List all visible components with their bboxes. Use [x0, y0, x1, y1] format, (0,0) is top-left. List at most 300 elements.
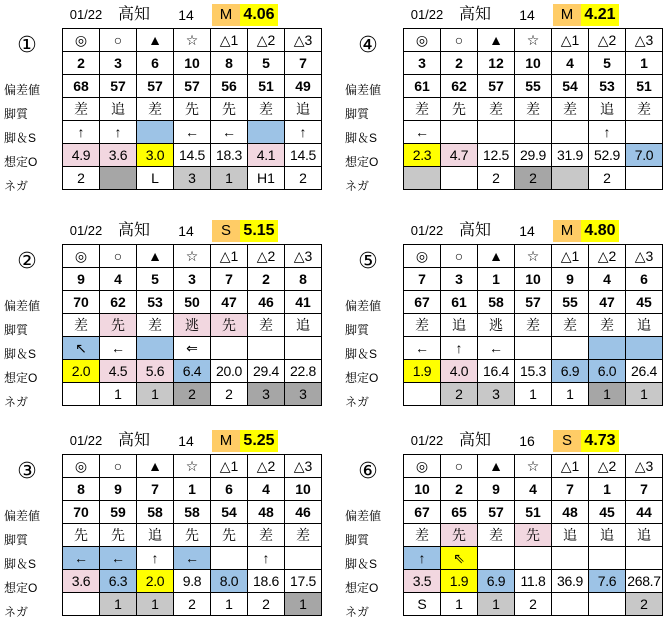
- mark-cell: △2: [248, 29, 285, 52]
- running-style-cell: 追: [626, 524, 663, 547]
- table-row: [63, 314, 322, 337]
- grade-badge: M: [553, 4, 581, 26]
- table-row: [404, 478, 663, 501]
- expected-odds-cell: 268.7: [626, 570, 663, 593]
- race-number: 14: [178, 7, 194, 23]
- deviation-cell: 57: [137, 75, 174, 98]
- negative-cell: 1: [137, 383, 174, 406]
- leg-speed-cell: ↑: [441, 337, 478, 360]
- mark-cell: ○: [441, 245, 478, 268]
- mark-cell: ▲: [478, 455, 515, 478]
- running-style-cell: 差: [63, 314, 100, 337]
- grade-badge: M: [212, 430, 240, 452]
- expected-odds-cell: 20.0: [211, 360, 248, 383]
- leg-speed-cell: [248, 337, 285, 360]
- prediction-grid: [403, 244, 663, 406]
- expected-odds-cell: 7.6: [589, 570, 626, 593]
- negative-cell: 2: [515, 167, 552, 190]
- panel-header: [62, 220, 322, 242]
- running-style-cell: 追: [589, 524, 626, 547]
- horse-number-cell: 10: [515, 52, 552, 75]
- deviation-cell: 47: [589, 291, 626, 314]
- running-style-cell: 追: [285, 98, 322, 121]
- deviation-cell: 55: [552, 291, 589, 314]
- negative-cell: 2: [174, 593, 211, 616]
- horse-number-cell: 4: [552, 52, 589, 75]
- horse-number-cell: 2: [248, 268, 285, 291]
- expected-odds-cell: 26.4: [626, 360, 663, 383]
- negative-cell: [552, 593, 589, 616]
- mark-cell: ☆: [515, 29, 552, 52]
- horse-number-cell: 8: [63, 478, 100, 501]
- expected-odds-cell: 8.0: [211, 570, 248, 593]
- running-style-cell: 先: [441, 524, 478, 547]
- horse-number-cell: 10: [404, 478, 441, 501]
- race-date: 01/22: [69, 7, 103, 22]
- table-row: [63, 268, 322, 291]
- table-row: [63, 121, 322, 144]
- row-label: ネガ: [345, 179, 370, 193]
- running-style-cell: 追: [137, 524, 174, 547]
- running-style-cell: 逃: [174, 314, 211, 337]
- race-panel: [345, 4, 669, 204]
- row-label: 偏差値: [345, 83, 382, 97]
- expected-odds-cell: 31.9: [552, 144, 589, 167]
- table-row: [404, 547, 663, 570]
- mark-cell: ◎: [63, 29, 100, 52]
- expected-odds-cell: 6.4: [174, 360, 211, 383]
- row-label: 脚＆S: [4, 347, 37, 361]
- grade-badge: S: [212, 220, 240, 242]
- panel-number: ④: [358, 32, 378, 57]
- mark-cell: △3: [285, 245, 322, 268]
- horse-number-cell: 3: [100, 52, 137, 75]
- deviation-cell: 62: [100, 291, 137, 314]
- running-style-cell: 差: [63, 98, 100, 121]
- row-label: 脚質: [4, 107, 29, 121]
- deviation-cell: 57: [174, 75, 211, 98]
- table-row: [63, 52, 322, 75]
- venue-name: 高知: [117, 222, 150, 239]
- deviation-cell: 54: [211, 501, 248, 524]
- expected-odds-cell: 6.9: [478, 570, 515, 593]
- table-row: [63, 501, 322, 524]
- horse-number-cell: 5: [137, 268, 174, 291]
- expected-odds-cell: 12.5: [478, 144, 515, 167]
- deviation-cell: 51: [515, 501, 552, 524]
- mark-cell: ▲: [137, 29, 174, 52]
- negative-cell: 1: [478, 593, 515, 616]
- race-date: 01/22: [69, 223, 103, 238]
- deviation-cell: 62: [441, 75, 478, 98]
- negative-cell: 2: [478, 167, 515, 190]
- negative-cell: [404, 383, 441, 406]
- leg-speed-cell: ←: [404, 121, 441, 144]
- horse-number-cell: 9: [478, 478, 515, 501]
- venue-name: 高知: [117, 432, 150, 449]
- expected-odds-cell: 2.0: [137, 570, 174, 593]
- horse-number-cell: 4: [248, 478, 285, 501]
- negative-cell: H1: [248, 167, 285, 190]
- negative-cell: 3: [174, 167, 211, 190]
- mark-cell: ▲: [478, 245, 515, 268]
- table-row: [404, 455, 663, 478]
- leg-speed-cell: [478, 121, 515, 144]
- expected-odds-cell: 3.6: [100, 144, 137, 167]
- row-label: ネガ: [345, 605, 370, 619]
- table-row: [63, 383, 322, 406]
- panel-number: ⑥: [358, 458, 378, 483]
- table-row: [404, 167, 663, 190]
- leg-speed-cell: ↖: [63, 337, 100, 360]
- row-label: 脚質: [4, 533, 29, 547]
- deviation-cell: 68: [63, 75, 100, 98]
- mark-cell: ○: [100, 29, 137, 52]
- negative-cell: [100, 167, 137, 190]
- mark-cell: △3: [626, 455, 663, 478]
- table-row: [63, 337, 322, 360]
- race-number: 14: [519, 7, 535, 23]
- row-label: 脚＆S: [4, 557, 37, 571]
- running-style-cell: 先: [100, 524, 137, 547]
- table-row: [404, 268, 663, 291]
- prediction-grid: [62, 28, 322, 190]
- running-style-cell: 追: [589, 98, 626, 121]
- table-row: [63, 455, 322, 478]
- horse-number-cell: 4: [589, 268, 626, 291]
- horse-number-cell: 2: [63, 52, 100, 75]
- row-label: ネガ: [4, 179, 29, 193]
- mark-cell: △1: [552, 29, 589, 52]
- row-label: ネガ: [4, 395, 29, 409]
- table-row: [63, 98, 322, 121]
- race-date: 01/22: [410, 223, 444, 238]
- panel-header: [403, 4, 663, 26]
- row-label: ネガ: [4, 605, 29, 619]
- mark-cell: ◎: [404, 455, 441, 478]
- leg-speed-cell: ⇖: [441, 547, 478, 570]
- horse-number-cell: 8: [211, 52, 248, 75]
- prediction-grid: [403, 28, 663, 190]
- deviation-cell: 51: [626, 75, 663, 98]
- running-style-cell: 先: [441, 98, 478, 121]
- deviation-cell: 57: [515, 291, 552, 314]
- grade-badge: M: [553, 220, 581, 242]
- negative-cell: 2: [211, 383, 248, 406]
- deviation-cell: 58: [478, 291, 515, 314]
- mark-cell: △3: [285, 29, 322, 52]
- negative-cell: 3: [248, 383, 285, 406]
- negative-cell: 1: [552, 383, 589, 406]
- row-label: 想定O: [345, 581, 379, 595]
- leg-speed-cell: [211, 547, 248, 570]
- mark-cell: ☆: [174, 29, 211, 52]
- leg-speed-cell: ←: [211, 121, 248, 144]
- mark-cell: ○: [441, 29, 478, 52]
- expected-odds-cell: 6.3: [100, 570, 137, 593]
- table-row: [404, 501, 663, 524]
- deviation-cell: 58: [137, 501, 174, 524]
- mark-cell: △2: [589, 29, 626, 52]
- expected-odds-cell: 3.0: [137, 144, 174, 167]
- row-label: 脚質: [345, 323, 370, 337]
- horse-number-cell: 8: [285, 268, 322, 291]
- expected-odds-cell: 9.8: [174, 570, 211, 593]
- mark-cell: ▲: [478, 29, 515, 52]
- running-style-cell: 追: [626, 314, 663, 337]
- horse-number-cell: 10: [515, 268, 552, 291]
- running-style-cell: 逃: [478, 314, 515, 337]
- mark-cell: ◎: [404, 245, 441, 268]
- row-label: 想定O: [4, 371, 38, 385]
- expected-odds-cell: 7.0: [626, 144, 663, 167]
- negative-cell: 2: [63, 167, 100, 190]
- mark-cell: △2: [248, 455, 285, 478]
- table-row: [404, 314, 663, 337]
- table-row: [404, 570, 663, 593]
- negative-cell: 1: [589, 383, 626, 406]
- panel-header: [62, 4, 322, 26]
- horse-number-cell: 7: [552, 478, 589, 501]
- score-value: 4.21: [581, 4, 619, 26]
- row-label: 想定O: [4, 581, 38, 595]
- mark-cell: ○: [100, 245, 137, 268]
- race-date: 01/22: [410, 433, 444, 448]
- deviation-cell: 46: [248, 291, 285, 314]
- horse-number-cell: 3: [174, 268, 211, 291]
- running-style-cell: 差: [285, 524, 322, 547]
- panel-number: ③: [17, 458, 37, 483]
- deviation-cell: 57: [100, 75, 137, 98]
- prediction-grid: [403, 454, 663, 616]
- deviation-cell: 57: [478, 75, 515, 98]
- table-row: [404, 52, 663, 75]
- expected-odds-cell: 14.5: [174, 144, 211, 167]
- leg-speed-cell: [515, 121, 552, 144]
- race-panel: [345, 430, 669, 630]
- table-row: [63, 167, 322, 190]
- score-value: 5.15: [240, 220, 278, 242]
- table-row: [404, 337, 663, 360]
- running-style-cell: 差: [626, 98, 663, 121]
- row-label: 脚＆S: [4, 131, 37, 145]
- table-row: [404, 144, 663, 167]
- horse-number-cell: 7: [211, 268, 248, 291]
- deviation-cell: 58: [174, 501, 211, 524]
- negative-cell: 1: [441, 593, 478, 616]
- leg-speed-cell: [626, 121, 663, 144]
- deviation-cell: 48: [552, 501, 589, 524]
- grade-badge: M: [212, 4, 240, 26]
- deviation-cell: 41: [285, 291, 322, 314]
- row-label: 偏差値: [4, 509, 41, 523]
- row-label: 脚質: [345, 107, 370, 121]
- deviation-cell: 61: [404, 75, 441, 98]
- mark-cell: ◎: [63, 455, 100, 478]
- running-style-cell: 差: [478, 524, 515, 547]
- running-style-cell: 追: [441, 314, 478, 337]
- mark-cell: △2: [589, 455, 626, 478]
- running-style-cell: 先: [211, 524, 248, 547]
- leg-speed-cell: [589, 337, 626, 360]
- negative-cell: 1: [626, 383, 663, 406]
- horse-number-cell: 6: [137, 52, 174, 75]
- row-label: 偏差値: [345, 299, 382, 313]
- expected-odds-cell: 4.7: [441, 144, 478, 167]
- mark-cell: △1: [552, 245, 589, 268]
- race-panel: [345, 220, 669, 420]
- horse-number-cell: 5: [589, 52, 626, 75]
- deviation-cell: 49: [285, 75, 322, 98]
- table-row: [404, 291, 663, 314]
- expected-odds-cell: 36.9: [552, 570, 589, 593]
- race-panel: [4, 430, 334, 630]
- expected-odds-cell: 2.3: [404, 144, 441, 167]
- venue-name: 高知: [458, 432, 491, 449]
- horse-number-cell: 2: [441, 478, 478, 501]
- expected-odds-cell: 16.4: [478, 360, 515, 383]
- table-row: [63, 144, 322, 167]
- deviation-cell: 45: [626, 291, 663, 314]
- row-label: 想定O: [4, 155, 38, 169]
- mark-cell: ☆: [515, 245, 552, 268]
- mark-cell: △3: [626, 245, 663, 268]
- expected-odds-cell: 18.3: [211, 144, 248, 167]
- mark-cell: △1: [211, 29, 248, 52]
- expected-odds-cell: 5.6: [137, 360, 174, 383]
- negative-cell: 1: [285, 593, 322, 616]
- leg-speed-cell: [552, 337, 589, 360]
- deviation-cell: 59: [100, 501, 137, 524]
- horse-number-cell: 3: [441, 268, 478, 291]
- negative-cell: L: [137, 167, 174, 190]
- expected-odds-cell: 2.0: [63, 360, 100, 383]
- deviation-cell: 53: [137, 291, 174, 314]
- horse-number-cell: 4: [515, 478, 552, 501]
- running-style-cell: 差: [248, 314, 285, 337]
- table-row: [404, 383, 663, 406]
- mark-cell: ☆: [515, 455, 552, 478]
- table-row: [404, 98, 663, 121]
- negative-cell: 1: [100, 593, 137, 616]
- running-style-cell: 差: [137, 98, 174, 121]
- deviation-cell: 55: [515, 75, 552, 98]
- race-date: 01/22: [69, 433, 103, 448]
- expected-odds-cell: 11.8: [515, 570, 552, 593]
- negative-cell: 1: [515, 383, 552, 406]
- leg-speed-cell: ↑: [285, 121, 322, 144]
- leg-speed-cell: [478, 547, 515, 570]
- running-style-cell: 追: [552, 524, 589, 547]
- horse-number-cell: 7: [285, 52, 322, 75]
- leg-speed-cell: ↑: [137, 547, 174, 570]
- table-row: [63, 593, 322, 616]
- score-value: 4.73: [581, 430, 619, 452]
- running-style-cell: 差: [515, 314, 552, 337]
- negative-cell: [626, 167, 663, 190]
- prediction-grid: [62, 244, 322, 406]
- horse-number-cell: 1: [626, 52, 663, 75]
- horse-number-cell: 6: [211, 478, 248, 501]
- deviation-cell: 46: [285, 501, 322, 524]
- negative-cell: [63, 383, 100, 406]
- expected-odds-cell: 6.0: [589, 360, 626, 383]
- expected-odds-cell: 29.9: [515, 144, 552, 167]
- horse-number-cell: 3: [404, 52, 441, 75]
- negative-cell: 2: [626, 593, 663, 616]
- row-label: 脚質: [345, 533, 370, 547]
- expected-odds-cell: 6.9: [552, 360, 589, 383]
- row-label: 脚＆S: [345, 557, 378, 571]
- deviation-cell: 61: [441, 291, 478, 314]
- deviation-cell: 47: [211, 291, 248, 314]
- horse-number-cell: 9: [100, 478, 137, 501]
- deviation-cell: 50: [174, 291, 211, 314]
- table-row: [63, 360, 322, 383]
- leg-speed-cell: ↑: [63, 121, 100, 144]
- negative-cell: [441, 167, 478, 190]
- leg-speed-cell: ↑: [404, 547, 441, 570]
- leg-speed-cell: ←: [100, 337, 137, 360]
- panel-number: ①: [17, 32, 37, 57]
- deviation-cell: 65: [441, 501, 478, 524]
- running-style-cell: 差: [248, 524, 285, 547]
- leg-speed-cell: ↑: [589, 121, 626, 144]
- deviation-cell: 44: [626, 501, 663, 524]
- venue-name: 高知: [458, 222, 491, 239]
- race-date: 01/22: [410, 7, 444, 22]
- mark-cell: ☆: [174, 245, 211, 268]
- leg-speed-cell: ↑: [248, 547, 285, 570]
- table-row: [63, 524, 322, 547]
- running-style-cell: 差: [552, 98, 589, 121]
- leg-speed-cell: [441, 121, 478, 144]
- running-style-cell: 先: [174, 524, 211, 547]
- row-label: 偏差値: [4, 299, 41, 313]
- running-style-cell: 先: [211, 314, 248, 337]
- score-value: 5.25: [240, 430, 278, 452]
- running-style-cell: 追: [285, 314, 322, 337]
- table-row: [63, 570, 322, 593]
- horse-number-cell: 2: [441, 52, 478, 75]
- leg-speed-cell: ←: [404, 337, 441, 360]
- race-panel: [4, 4, 334, 204]
- leg-speed-cell: [211, 337, 248, 360]
- deviation-cell: 53: [589, 75, 626, 98]
- race-number: 16: [519, 433, 535, 449]
- running-style-cell: 差: [404, 524, 441, 547]
- horse-number-cell: 10: [285, 478, 322, 501]
- prediction-grid: [62, 454, 322, 616]
- row-label: ネガ: [345, 395, 370, 409]
- table-row: [63, 547, 322, 570]
- venue-name: 高知: [117, 6, 150, 23]
- horse-number-cell: 7: [404, 268, 441, 291]
- deviation-cell: 67: [404, 291, 441, 314]
- running-style-cell: 差: [404, 314, 441, 337]
- running-style-cell: 先: [100, 314, 137, 337]
- score-value: 4.80: [581, 220, 619, 242]
- mark-cell: △2: [589, 245, 626, 268]
- negative-cell: 3: [285, 383, 322, 406]
- leg-speed-cell: ⇐: [174, 337, 211, 360]
- negative-cell: 1: [137, 593, 174, 616]
- table-row: [404, 524, 663, 547]
- leg-speed-cell: [589, 547, 626, 570]
- expected-odds-cell: 15.3: [515, 360, 552, 383]
- negative-cell: 2: [285, 167, 322, 190]
- negative-cell: [589, 593, 626, 616]
